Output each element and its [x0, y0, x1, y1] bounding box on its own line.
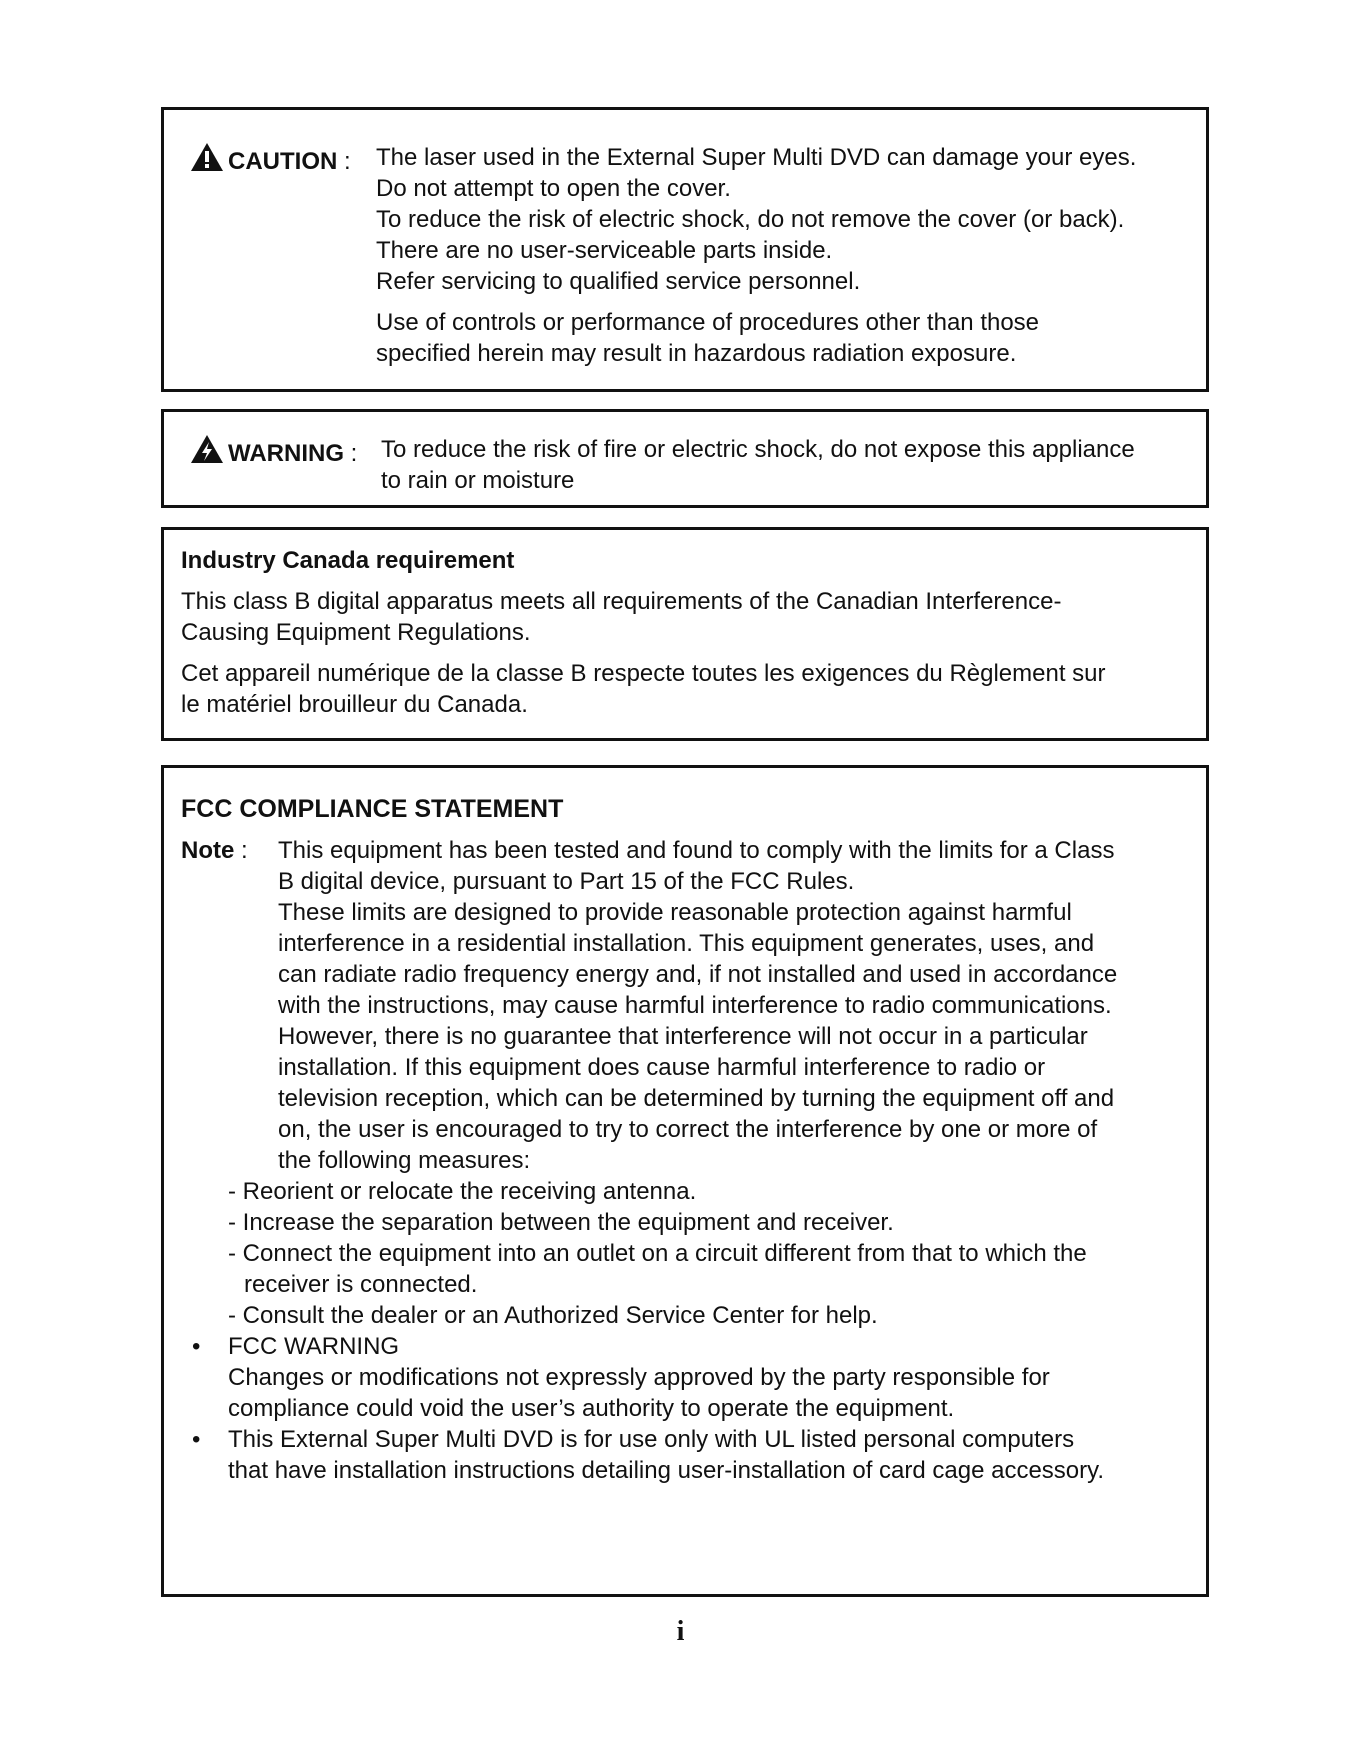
caution-separator: : [344, 148, 351, 175]
fcc-bullet-line: compliance could void the user’s authority to operate the equipment. [228, 1395, 955, 1422]
fcc-warning-title: FCC WARNING [228, 1333, 400, 1360]
caution-line: The laser used in the External Super Multi DVD can damage your eyes. [376, 144, 1137, 171]
fcc-note-line: the following measures: [278, 1147, 531, 1174]
fcc-note-line: interference in a residential installation. This equipment generates, uses, and [278, 930, 1095, 957]
caution-line: Refer servicing to qualified service personnel. [376, 268, 861, 295]
warning-separator: : [350, 440, 358, 467]
warning-line: To reduce the risk of fire or electric shock, do not expose this appliance [381, 436, 1135, 463]
industry-canada-line: This class B digital apparatus meets all requirements of the Canadian Interference- [181, 588, 1062, 615]
caution-heading [190, 142, 351, 177]
fcc-measures-list [228, 1176, 1087, 1331]
industry-canada-box [161, 527, 1209, 741]
fcc-note-heading [181, 835, 248, 866]
bullet-icon: • [192, 1426, 201, 1453]
fcc-note-label: Note [181, 837, 235, 864]
fcc-note-line: can radiate radio frequency energy and, if not installed and used in accordance [278, 961, 1118, 988]
warning-line: to rain or moisture [381, 467, 575, 494]
caution-line: Use of controls or performance of procedures other than those [376, 309, 1040, 336]
fcc-measure-item: - Consult the dealer or an Authorized Service Center for help. [228, 1302, 878, 1329]
fcc-note-line: installation. If this equipment does cause harmful interference to radio or [278, 1054, 1046, 1081]
bullet-icon: • [192, 1333, 201, 1360]
electric-shock-triangle-icon [190, 434, 224, 464]
caution-box [161, 107, 1209, 392]
fcc-measure-item: - Connect the equipment into an outlet on a circuit different from that to which the [228, 1240, 1087, 1267]
industry-canada-title: Industry Canada requirement [181, 547, 515, 574]
warning-label: WARNING [228, 440, 344, 467]
fcc-note-line: This equipment has been tested and found to comply with the limits for a Class [278, 837, 1115, 864]
fcc-measure-item: receiver is connected. [244, 1271, 478, 1298]
warning-triangle-icon [190, 142, 224, 172]
fcc-note-text [278, 835, 1117, 1176]
fcc-bullet-line: that have installation instructions detailing user-installation of card cage accessory. [228, 1457, 1105, 1484]
fcc-note-line: with the instructions, may cause harmful interference to radio communications. [278, 992, 1112, 1019]
caution-line: To reduce the risk of electric shock, do not remove the cover (or back). [376, 206, 1125, 233]
fcc-bullet-line: Changes or modifications not expressly approved by the party responsible for [228, 1364, 1050, 1391]
industry-canada-line: Causing Equipment Regulations. [181, 619, 531, 646]
warning-text [381, 434, 1135, 496]
fcc-note-line: television reception, which can be determined by turning the equipment off and [278, 1085, 1115, 1112]
fcc-note-line: However, there is no guarantee that interference will not occur in a particular [278, 1023, 1088, 1050]
caution-line: specified herein may result in hazardous radiation exposure. [376, 340, 1017, 367]
fcc-note-line: B digital device, pursuant to Part 15 of the FCC Rules. [278, 868, 855, 895]
industry-canada-line: Cet appareil numérique de la classe B respecte toutes les exigences du Règlement sur [181, 660, 1106, 687]
warning-box [161, 409, 1209, 508]
caution-text [376, 142, 1136, 369]
fcc-measure-item: - Reorient or relocate the receiving antenna. [228, 1178, 697, 1205]
caution-label: CAUTION [228, 148, 338, 175]
fcc-box [161, 765, 1209, 1597]
fcc-note-separator: : [241, 837, 248, 864]
fcc-note-line: These limits are designed to provide reasonable protection against harmful [278, 899, 1072, 926]
industry-canada-line: le matériel brouilleur du Canada. [181, 691, 528, 718]
page-number: i [676, 1616, 685, 1647]
fcc-title: FCC COMPLIANCE STATEMENT [181, 795, 564, 823]
warning-heading [190, 434, 357, 469]
fcc-bullet-line: This External Super Multi DVD is for use only with UL listed personal computers [228, 1426, 1075, 1453]
caution-line: Do not attempt to open the cover. [376, 175, 731, 202]
fcc-measure-item: - Increase the separation between the equipment and receiver. [228, 1209, 894, 1236]
caution-line: There are no user-serviceable parts inside. [376, 237, 833, 264]
fcc-note-line: on, the user is encouraged to try to correct the interference by one or more of [278, 1116, 1098, 1143]
